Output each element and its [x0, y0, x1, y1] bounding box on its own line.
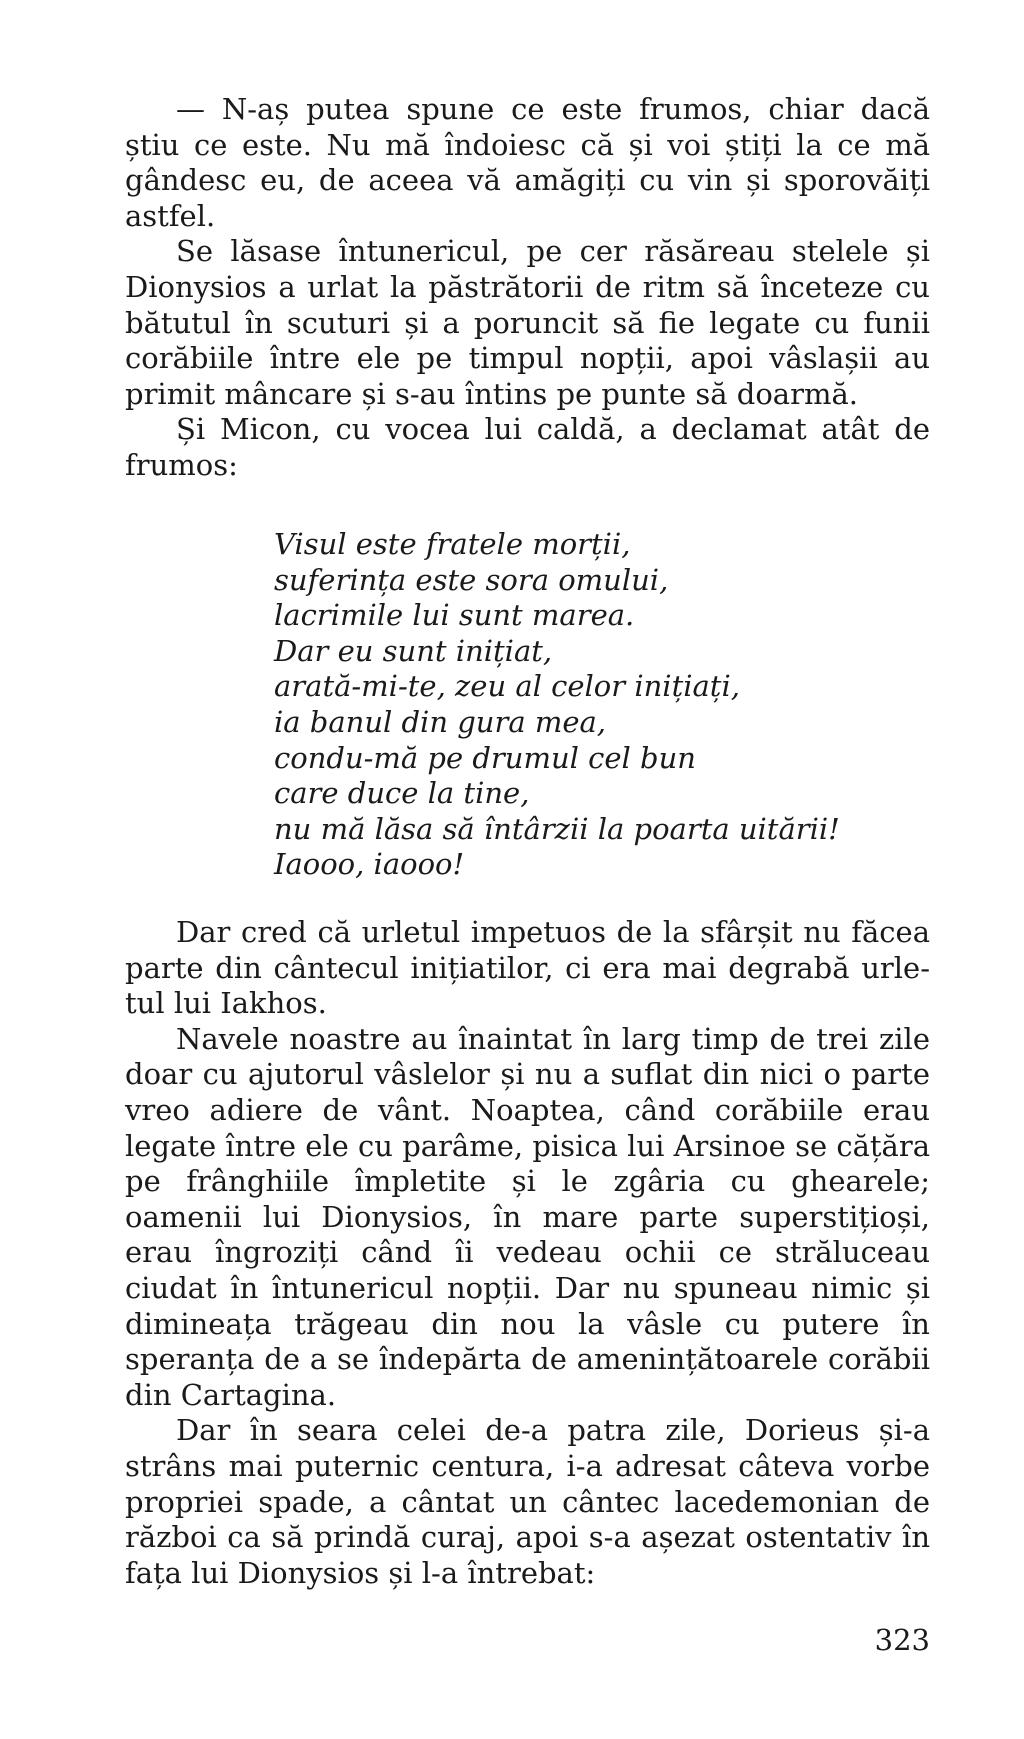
- poem-line: suferința este sora omului,: [274, 562, 669, 597]
- paragraph: — N-aș putea spune ce este frumos, chiar dacă știu ce este. Nu mă îndoiesc că și voi știți la ce mă gândesc eu, de aceea vă amăgiți cu vin și sporovăiți astfel.: [125, 92, 930, 233]
- paragraph: Navele noastre au înaintat în larg timp de trei zile doar cu ajutorul vâslelor și nu a suflat din nici o parte vreo adiere de vânt. Noaptea, când corăbiile erau legate între ele cu parâme, pisica lui Arsinoe se cățăra pe frânghiile împletite și le zgâria cu ghearele; oamenii lui Dionysios, în mare parte superstițioși, erau îngroziți când îi vedeau ochii ce străluceau ciudat în întunericul nopții. Dar nu spuneau nimic și dimineața trăgeau din nou la vâsle cu putere în speranța de a se îndepărta de amenințătoarele corăbii din Cartagina.: [125, 1021, 930, 1412]
- page-number: 323: [874, 1623, 930, 1657]
- text-block-top: [125, 92, 930, 484]
- poem: [274, 527, 914, 883]
- poem-line: lacrimile lui sunt marea.: [274, 598, 635, 633]
- poem-line: nu mă lăsa să întârzii la poarta uitării!: [274, 811, 840, 846]
- poem-line: Iaooo, iaooo!: [274, 847, 465, 882]
- poem-line: Visul este fratele morții,: [274, 527, 631, 561]
- text-block-bottom: [125, 915, 930, 1591]
- poem-line: arată-mi-te, zeu al celor inițiați,: [274, 669, 740, 704]
- paragraph: Și Micon, cu vocea lui caldă, a declamat atât de frumos:: [125, 412, 930, 482]
- paragraph: Dar în seara celei de-a patra zile, Dorieus și-a strâns mai puternic centura, i-a adresat câteva vorbe propriei spade, a cântat un cântec lacedemonian de război ca să prindă curaj, apoi s-a așezat ostentativ în fața lui Dionysios și l-a întrebat:: [125, 1413, 930, 1590]
- poem-line: condu-mă pe drumul cel bun: [274, 740, 696, 775]
- paragraph: Se lăsase întunericul, pe cer răsăreau stelele și Dionysios a urlat la păstrătorii de ritm să înceteze cu bătutul în scuturi și a poruncit să fie legate cu funii corăbiile între ele pe timpul nopții, apoi vâslașii au primit mâncare și s-au întins pe punte să doarmă.: [125, 234, 930, 411]
- poem-line: Dar eu sunt inițiat,: [274, 633, 553, 668]
- paragraph: Dar cred că urletul impetuos de la sfârșit nu făcea parte din cântecul inițiatilor, ci era mai degrabă urletul lui Iakhos.: [125, 915, 930, 1021]
- poem-line: care duce la tine,: [274, 776, 530, 811]
- poem-line: ia banul din gura mea,: [274, 704, 606, 739]
